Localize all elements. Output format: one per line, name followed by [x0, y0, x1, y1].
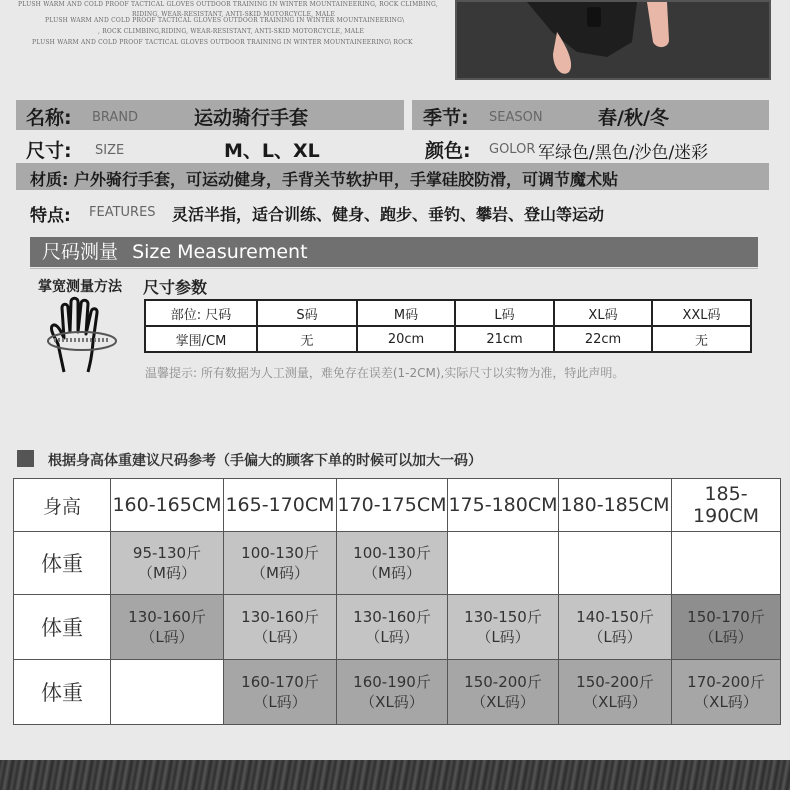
weight-cell [448, 595, 559, 660]
header-divider [30, 268, 758, 269]
method-label: 掌宽测量方法 [38, 279, 122, 295]
size-code: （M码） [138, 564, 196, 582]
color-en: GOLOR [489, 142, 536, 157]
table-cell: XXL码 [652, 300, 751, 326]
recommend-title: 根据身高体重建议尺码参考（手偏大的顾客下单的时候可以加大一码） [48, 453, 482, 469]
table-cell: 20cm [357, 326, 455, 352]
weight-range: 170-200斤 [687, 673, 765, 691]
weight-cell [559, 532, 672, 595]
size-code: （M码） [251, 564, 309, 582]
weight-cell [224, 532, 337, 595]
features-label: 特点: [30, 206, 71, 226]
header-line-3: PLUSH WARM AND COLD PROOF TACTICAL GLOVES OUTDOOR TRAINING IN WINTER MOUNTAINEERING\ [45, 17, 405, 24]
season-value: 春/秋/冬 [598, 107, 669, 129]
weight-cell [111, 595, 224, 660]
size-label: 尺寸: [26, 140, 72, 162]
size-measurement-title-en: Size Measurement [132, 241, 308, 263]
measurement-notice: 温馨提示: 所有数据为人工测量，难免存在误差(1-2CM),实际尺寸以实物为准，特此声明。 [145, 366, 625, 380]
size-parameter-table [144, 299, 752, 353]
weight-cell [337, 532, 448, 595]
weight-cell [672, 532, 781, 595]
size-code: （L码） [253, 693, 307, 711]
weight-range: 160-190斤 [353, 673, 431, 691]
table-row [145, 300, 751, 326]
weight-cell [111, 532, 224, 595]
weight-range: 100-130斤 [241, 544, 319, 562]
weight-range: 130-150斤 [464, 608, 542, 626]
weight-label: 体重 [14, 532, 111, 595]
weight-cell [672, 595, 781, 660]
table-cell: 掌围/CM [145, 326, 257, 352]
size-measurement-header [30, 237, 758, 267]
height-cell: 165-170CM [224, 479, 337, 532]
table-row [145, 326, 751, 352]
features-en: FEATURES [89, 205, 156, 220]
color-value: 军绿色/黑色/沙色/迷彩 [538, 143, 709, 163]
table-row [14, 595, 781, 660]
table-cell: S码 [257, 300, 357, 326]
size-recommendation-table [13, 478, 781, 725]
weight-cell [448, 532, 559, 595]
size-code: （L码） [140, 628, 194, 646]
color-label: 颜色: [425, 140, 471, 162]
size-code: （L码） [699, 628, 753, 646]
size-code: （L码） [588, 628, 642, 646]
brand-value: 运动骑行手套 [194, 107, 309, 129]
weight-cell [337, 660, 448, 725]
weight-range: 100-130斤 [353, 544, 431, 562]
size-value: M、L、XL [224, 140, 320, 162]
brand-label: 名称: [26, 107, 72, 129]
weight-label: 体重 [14, 660, 111, 725]
size-code: （L码） [476, 628, 530, 646]
textured-footer-image [0, 760, 790, 790]
height-cell: 185-190CM [672, 479, 781, 532]
weight-cell [111, 660, 224, 725]
size-code: （XL码） [583, 693, 647, 711]
size-code: （XL码） [694, 693, 758, 711]
season-label: 季节: [423, 107, 469, 129]
params-label: 尺寸参数 [143, 278, 208, 297]
product-photo [455, 0, 771, 80]
weight-range: 130-160斤 [353, 608, 431, 626]
height-cell: 160-165CM [111, 479, 224, 532]
table-cell: L码 [455, 300, 554, 326]
material-text: 材质: 户外骑行手套，可运动健身，手背关节软护甲，手掌硅胶防滑，可调节魔术贴 [30, 170, 618, 189]
table-cell: 22cm [554, 326, 652, 352]
weight-cell [224, 660, 337, 725]
header-line-5: PLUSH WARM AND COLD PROOF TACTICAL GLOVES OUTDOOR TRAINING IN WINTER MOUNTAINEERING\ ROCK [32, 39, 413, 46]
hand-measure-icon [44, 294, 120, 376]
weight-range: 150-200斤 [576, 673, 654, 691]
weight-cell [559, 595, 672, 660]
table-cell: M码 [357, 300, 455, 326]
section-square-icon [17, 450, 34, 467]
season-en: SEASON [489, 110, 543, 125]
size-code: （M码） [363, 564, 421, 582]
header-line-1: PLUSH WARM AND COLD PROOF TACTICAL GLOVES OUTDOOR TRAINING IN WINTER MOUNTAINEERING, ROCK CLIMBING, [18, 1, 438, 8]
weight-cell [448, 660, 559, 725]
features-value: 灵活半指，适合训练、健身、跑步、垂钓、攀岩、登山等运动 [172, 205, 605, 224]
table-cell: 部位: 尺码 [145, 300, 257, 326]
table-cell: 无 [257, 326, 357, 352]
weight-range: 150-170斤 [687, 608, 765, 626]
height-cell: 170-175CM [337, 479, 448, 532]
glove-hand-image [457, 2, 771, 80]
header-line-4: , ROCK CLIMBING,RIDING, WEAR-RESISTANT, ANTI-SKID MOTORCYCLE, MALE [98, 28, 365, 35]
weight-range: 95-130斤 [132, 544, 202, 562]
weight-range: 150-200斤 [464, 673, 542, 691]
weight-cell [224, 595, 337, 660]
size-code: （L码） [365, 628, 419, 646]
table-cell: XL码 [554, 300, 652, 326]
height-cell: 175-180CM [448, 479, 559, 532]
table-cell: 无 [652, 326, 751, 352]
weight-range: 140-150斤 [576, 608, 654, 626]
size-code: （XL码） [360, 693, 424, 711]
weight-cell [337, 595, 448, 660]
weight-range: 130-160斤 [128, 608, 206, 626]
weight-label: 体重 [14, 595, 111, 660]
size-code: （L码） [253, 628, 307, 646]
weight-range: 160-170斤 [241, 673, 319, 691]
size-code: （XL码） [471, 693, 535, 711]
table-row [14, 660, 781, 725]
weight-cell [559, 660, 672, 725]
table-row [14, 532, 781, 595]
height-cell: 180-185CM [559, 479, 672, 532]
weight-cell [672, 660, 781, 725]
header-line-2: RIDING, WEAR-RESISTANT, ANTI-SKID MOTORCYCLE, MALE [132, 11, 336, 18]
weight-range: 130-160斤 [241, 608, 319, 626]
height-label: 身高 [14, 479, 111, 532]
table-cell: 21cm [455, 326, 554, 352]
size-measurement-title-cn: 尺码测量 [42, 241, 119, 263]
table-row [14, 479, 781, 532]
size-en: SIZE [95, 143, 125, 158]
brand-en: BRAND [92, 110, 139, 125]
